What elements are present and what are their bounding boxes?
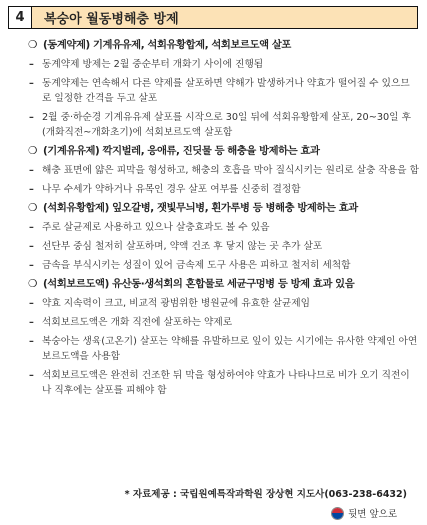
circle-bullet-icon: ❍ (28, 202, 38, 214)
list-item (28, 239, 423, 254)
list-item-text: 금속을 부식시키는 성질이 있어 금속제 도구 사용은 피하고 철저히 세척함 (42, 260, 351, 271)
list-item-text: 동계약제는 연속해서 다른 약제를 살포하면 약해가 발생하거나 약효가 떨어질 수 있으므로 일정한 간격을 두고 살포 (42, 78, 410, 104)
list-item (28, 368, 423, 398)
list-item-text: 석회보르도액은 개화 직전에 살포하는 약제로 (42, 317, 233, 328)
section-heading (28, 144, 423, 158)
next-page-label: 뒷면 앞으로 (348, 509, 397, 520)
list-item-text: 석회보르도액은 완전히 건조한 뒤 막을 형성하여야 약효가 나타나므로 비가 오기 직전이나 직후에는 살포를 피해야 함 (42, 370, 410, 396)
list-item (28, 76, 423, 106)
list-item (28, 220, 423, 235)
dash-bullet-icon: – (29, 112, 34, 123)
dash-bullet-icon: – (29, 59, 34, 70)
dash-bullet-icon: – (29, 184, 34, 195)
next-page-link[interactable] (331, 506, 397, 520)
list-item-text: 선단부 중심 철저히 살포하며, 약액 건조 후 닿지 않는 곳 추가 살포 (42, 241, 323, 252)
section-heading-text: (기계유유제) 깍지벌레, 응애류, 진딧물 등 해충을 방제하는 효과 (43, 145, 320, 157)
section-heading-text: (석회유황합제) 잎오갈병, 잿빛무늬병, 흰가루병 등 병해충 방제하는 효과 (43, 202, 358, 214)
list-item (28, 57, 423, 72)
section-heading-text: (석회보르도액) 유산동·생석회의 혼합물로 세균구멍병 등 방제 효과 있음 (43, 278, 355, 290)
section-title: 복숭아 월동병해충 방제 (32, 7, 417, 28)
taegeuk-icon (331, 507, 344, 520)
list-item (28, 315, 423, 330)
list-item-text: 2월 중·하순경 기계유유제 살포를 시작으로 30일 뒤에 석회유황합제 살포, 20~30일 후(개화직전~개화초기)에 석회보르도액 살포함 (42, 112, 411, 138)
circle-bullet-icon: ❍ (28, 278, 38, 290)
content-body (28, 38, 423, 402)
section-heading (28, 38, 423, 52)
list-item-text: 주로 살균제로 사용하고 있으나 살충효과도 볼 수 있음 (42, 222, 270, 233)
list-item-text: 약효 지속력이 크고, 비교적 광범위한 병원균에 유효한 살균제임 (42, 298, 310, 309)
section-number: 4 (9, 7, 32, 28)
section-header (8, 6, 418, 29)
dash-bullet-icon: – (29, 298, 34, 309)
list-item-text: 나무 수세가 약하거나 유목인 경우 살포 여부를 신중히 결정함 (42, 184, 301, 195)
section-heading (28, 201, 423, 215)
list-item (28, 334, 423, 364)
dash-bullet-icon: – (29, 222, 34, 233)
list-item-text: 복숭아는 생육(고온기) 살포는 약해를 유발하므로 잎이 있는 시기에는 유사한 약제인 아연보르도액을 사용함 (42, 336, 418, 362)
list-item (28, 110, 423, 140)
circle-bullet-icon: ❍ (28, 39, 38, 51)
dash-bullet-icon: – (29, 370, 34, 381)
dash-bullet-icon: – (29, 317, 34, 328)
dash-bullet-icon: – (29, 336, 34, 347)
dash-bullet-icon: – (29, 241, 34, 252)
list-item (28, 182, 423, 197)
dash-bullet-icon: – (29, 78, 34, 89)
section-heading (28, 277, 423, 291)
list-item (28, 163, 423, 178)
circle-bullet-icon: ❍ (28, 145, 38, 157)
list-item (28, 296, 423, 311)
list-item-text: 동계약제 방제는 2월 중순부터 개화기 사이에 진행됨 (42, 59, 264, 70)
dash-bullet-icon: – (29, 260, 34, 271)
section-heading-text: (동계약제) 기계유유제, 석회유황합제, 석회보르도액 살포 (43, 39, 291, 51)
source-note: * 자료제공 : 국립원예특작과학원 장상현 지도사(063-238-6432) (124, 489, 407, 500)
list-item-text: 해충 표면에 얇은 피막을 형성하고, 해충의 호흡을 막아 질식시키는 원리로 살충 작용을 함 (42, 165, 419, 176)
list-item (28, 258, 423, 273)
dash-bullet-icon: – (29, 165, 34, 176)
